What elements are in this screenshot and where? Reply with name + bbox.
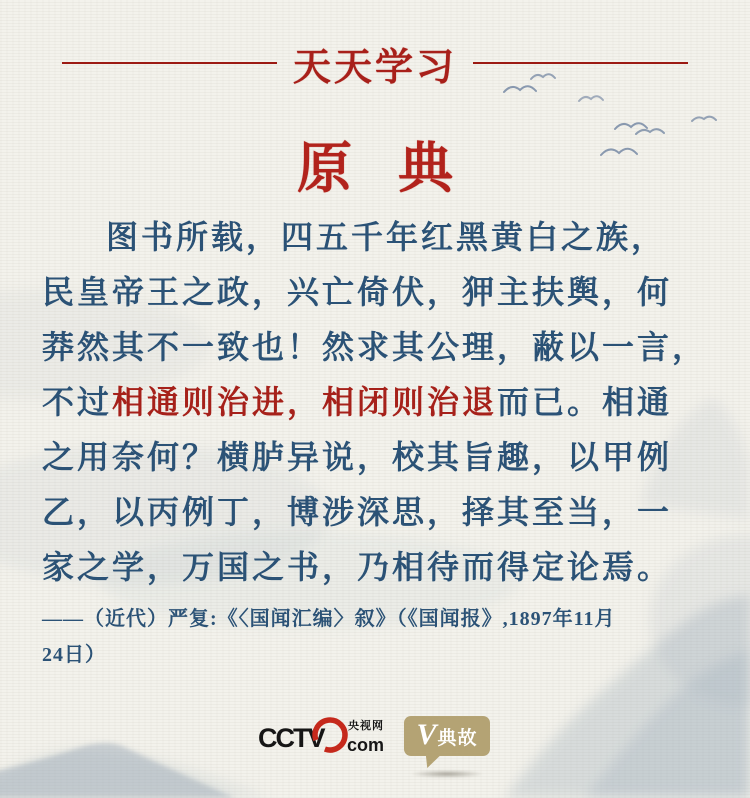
badge-shadow — [410, 770, 484, 778]
cctv-wordmark: CCTV — [258, 723, 324, 753]
badge-tail — [422, 754, 441, 768]
quote-line: 乙，以丙例丁，博涉深思，择其至当，一 — [42, 494, 673, 530]
attribution-line: ——（近代）严复:《〈国闻汇编〉叙》（《国闻报》,1897年11月 — [42, 608, 616, 630]
quote-line: 家之学，万国之书，乃相待而得定论焉。 — [42, 549, 673, 585]
footer — [0, 713, 750, 778]
cctv-logo — [258, 713, 392, 765]
attribution-line: 24日） — [42, 644, 106, 666]
cctv-site-name: 央视网 — [348, 720, 384, 732]
cctv-com-label: com — [347, 735, 385, 755]
bird-icon — [579, 96, 603, 101]
attribution — [42, 601, 710, 673]
quote-line: 之用奈何？横胪异说，校其旨趣，以甲例 — [42, 439, 673, 475]
program-title: 天天学习 — [293, 46, 458, 89]
header — [0, 40, 750, 89]
quote-line: 不过相通则治进，相闭则治退而已。相通 — [42, 384, 673, 420]
header-rule-right — [473, 62, 688, 64]
quote-line: 莽然其不一致也！然求其公理，蔽以一言， — [42, 329, 708, 365]
badge-label: 典故 — [437, 727, 478, 749]
badge-bubble — [404, 716, 490, 756]
bird-icon — [504, 86, 536, 92]
section-title: 原典 — [296, 138, 499, 199]
header-rule-left — [62, 62, 277, 64]
bird-icon — [692, 117, 716, 121]
quote-line: 民皇帝王之政，兴亡倚伏，狎主扶舆，何 — [42, 274, 673, 310]
quote-line: 图书所载，四五千年红黑黄白之族， — [106, 219, 667, 255]
v-diangu-badge — [404, 716, 492, 778]
quote-body — [42, 210, 710, 595]
badge-v-letter: V — [416, 718, 437, 751]
